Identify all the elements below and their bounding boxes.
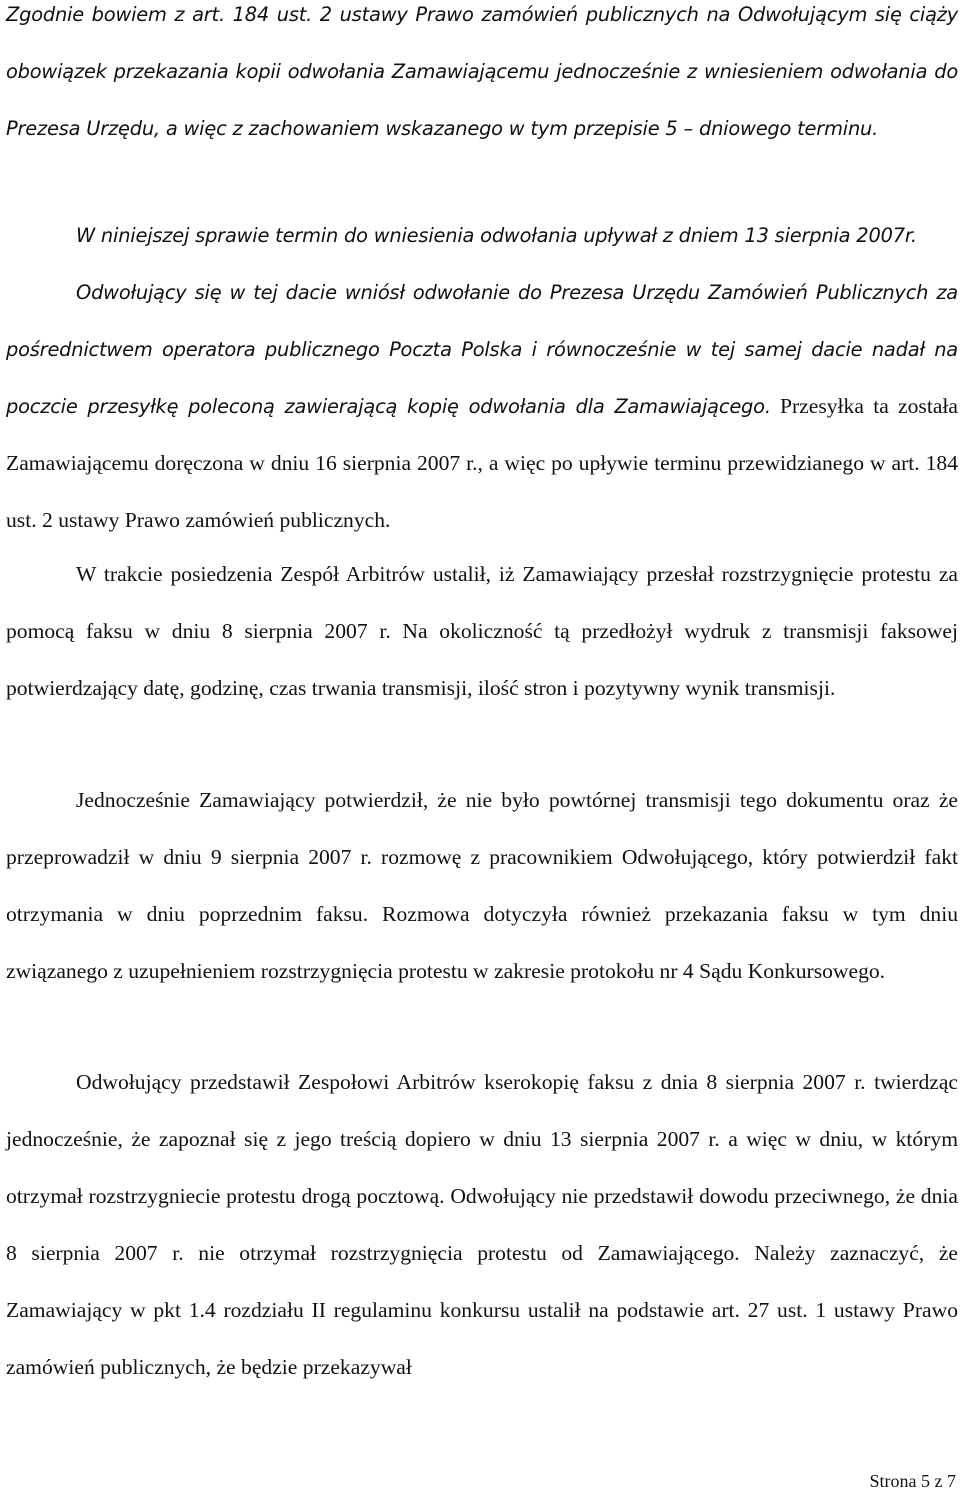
paragraph-1: Zgodnie bowiem z art. 184 ust. 2 ustawy Prawo zamówień publicznych na Odwołującym się ciąży obowiązek przekazania kopii odwołania Zamawiającemu jednocześnie z wniesieniem odwołania do Prezesa Urzędu, a więc z zachowaniem wskazanego w tym przepisie 5 – dniowego terminu.	[6, 3, 958, 140]
paragraph-2: W niniejszej sprawie termin do wniesienia odwołania upływał z dniem 13 sierpnia 2007r.	[76, 224, 917, 247]
paragraph-3-italic: Odwołujący się w tej dacie wniósł odwołanie do Prezesa Urzędu Zamówień Publicznych za pośrednictwem operatora publicznego Poczta Polska i równocześnie w tej samej dacie nadał na poczcie przesyłkę poleconą zawierającą kopię odwołania dla Zamawiającego.	[6, 281, 958, 418]
paragraph-3-serif: Przesyłka ta została Zamawiającemu doręczona w dniu 16 sierpnia 2007 r., a więc po upływie terminu przewidzianego w art. 184 ust. 2 ustawy Prawo zamówień publicznych.	[6, 394, 958, 532]
paragraph-4: W trakcie posiedzenia Zespół Arbitrów ustalił, iż Zamawiający przesłał rozstrzygnięcie protestu za pomocą faksu w dniu 8 sierpnia 2007 r. Na okoliczność tą przedłożył wydruk z transmisji faksowej potwierdzający datę, godzinę, czas trwania transmisji, ilość stron i pozytywny wynik transmisji.	[6, 562, 958, 700]
paragraph-6: Odwołujący przedstawił Zespołowi Arbitrów kserokopię faksu z dnia 8 sierpnia 2007 r. twierdząc jednocześnie, że zapoznał się z jego treścią dopiero w dniu 13 sierpnia 2007 r. a więc w dniu, w którym otrzymał rozstrzygniecie protestu drogą pocztową. Odwołujący nie przedstawił dowodu przeciwnego, że dnia 8 sierpnia 2007 r. nie otrzymał rozstrzygnięcia protestu od Zamawiającego. Należy zaznaczyć, że Zamawiający w pkt 1.4 rozdziału II regulaminu konkursu ustalił na podstawie art. 27 ust. 1 ustawy Prawo zamówień publicznych, że będzie przekazywał	[6, 1070, 958, 1379]
paragraph-5: Jednocześnie Zamawiający potwierdził, że nie było powtórnej transmisji tego dokumentu oraz że przeprowadził w dniu 9 sierpnia 2007 r. rozmowę z pracownikiem Odwołującego, który potwierdził fakt otrzymania w dniu poprzednim faksu. Rozmowa dotyczyła również przekazania faksu w tym dniu związanego z uzupełnieniem rozstrzygnięcia protestu w zakresie protokołu nr 4 Sądu Konkursowego.	[6, 788, 958, 983]
paragraph-3	[6, 264, 958, 549]
page-number: Strona 5 z 7	[869, 1471, 956, 1491]
